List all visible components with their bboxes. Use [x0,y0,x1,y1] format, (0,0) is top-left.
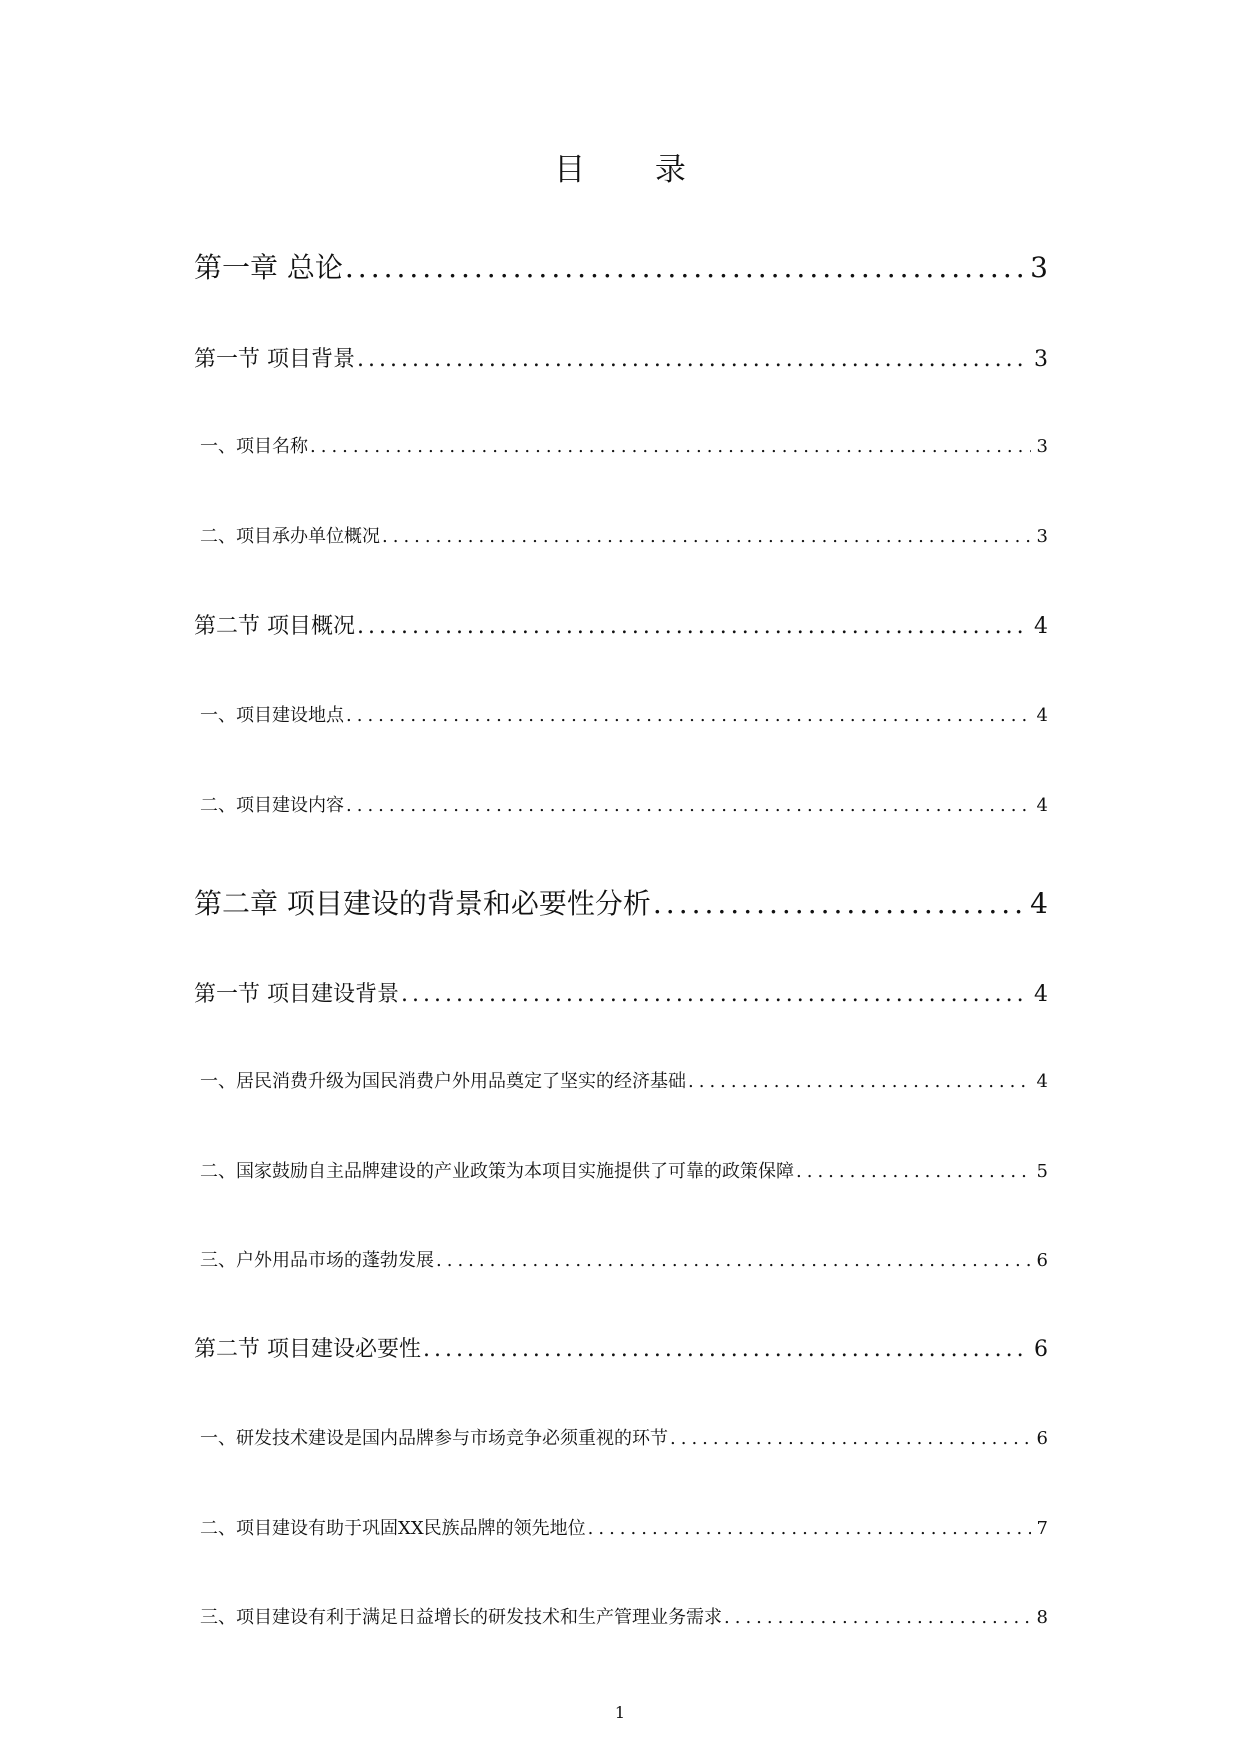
toc-entry-chapter-1[interactable] [194,250,1048,286]
toc-entry-page: 7 [1036,1518,1048,1539]
toc-entry-text: 二、项目建设有助于巩固XX民族品牌的领先地位 [200,1518,586,1539]
toc-leader-dots [346,703,1031,729]
toc-entry-item-1-1-2[interactable] [200,524,1048,550]
toc-entry-section-2-1[interactable] [194,980,1048,1010]
toc-entry-item-2-2-2[interactable] [200,1516,1048,1542]
toc-leader-dots [401,980,1028,1010]
toc-entry-text: 一、项目名称 [200,436,308,457]
toc-entry-page: 5 [1036,1161,1048,1182]
toc-entry-text: 二、国家鼓励自主品牌建设的产业政策为本项目实施提供了可靠的政策保障 [200,1161,794,1182]
toc-leader-dots [346,793,1031,819]
toc-entry-chapter-2[interactable] [194,886,1048,922]
toc-entry-text: 第二节 项目建设必要性 [194,1337,421,1362]
toc-entry-page: 3 [1036,436,1048,457]
toc-entry-item-2-1-2[interactable] [200,1159,1048,1185]
toc-entry-page: 6 [1036,1428,1048,1449]
toc-entry-text: 第一节 项目背景 [194,347,355,372]
toc-leader-dots [588,1516,1031,1542]
toc-entry-item-2-1-1[interactable] [200,1069,1048,1095]
toc-entry-item-2-2-3[interactable] [200,1605,1048,1631]
toc-entry-text: 二、项目承办单位概况 [200,526,380,547]
toc-leader-dots [724,1605,1031,1631]
toc-leader-dots [423,1335,1028,1365]
toc-entry-page: 4 [1030,887,1048,920]
toc-leader-dots [345,250,1024,286]
toc-leader-dots [670,1426,1031,1452]
toc-entry-page: 4 [1036,1071,1048,1092]
toc-entry-item-1-1-1[interactable] [200,434,1048,460]
toc-entry-text: 一、居民消费升级为国民消费户外用品奠定了坚实的经济基础 [200,1071,686,1092]
toc-entry-text: 二、项目建设内容 [200,795,344,816]
toc-entry-page: 4 [1034,614,1048,639]
toc-entry-text: 第一节 项目建设背景 [194,982,399,1007]
toc-entry-section-1-2[interactable] [194,612,1048,642]
toc-entry-text: 三、项目建设有利于满足日益增长的研发技术和生产管理业务需求 [200,1607,722,1628]
toc-entry-text: 三、户外用品市场的蓬勃发展 [200,1250,434,1271]
toc-entry-text: 第一章 总论 [194,251,343,284]
toc-entry-section-2-2[interactable] [194,1335,1048,1365]
toc-entry-text: 一、项目建设地点 [200,705,344,726]
page-number: 1 [614,1703,626,1722]
toc-entry-page: 3 [1034,347,1048,372]
toc-entry-item-1-2-1[interactable] [200,703,1048,729]
toc-entry-page: 4 [1036,795,1048,816]
toc-title: 目 录 [554,152,716,188]
toc-entry-page: 6 [1036,1250,1048,1271]
toc-leader-dots [653,886,1024,922]
toc-entry-item-2-1-3[interactable] [200,1248,1048,1274]
toc-leader-dots [796,1159,1031,1185]
toc-entry-text: 第二章 项目建设的背景和必要性分析 [194,887,651,920]
toc-entry-text: 一、研发技术建设是国内品牌参与市场竞争必须重视的环节 [200,1428,668,1449]
toc-entry-page: 4 [1034,982,1048,1007]
toc-leader-dots [357,345,1028,375]
toc-leader-dots [382,524,1031,550]
toc-entry-item-2-2-1[interactable] [200,1426,1048,1452]
toc-entry-page: 3 [1036,526,1048,547]
toc-entry-section-1-1[interactable] [194,345,1048,375]
toc-entry-page: 6 [1034,1337,1048,1362]
toc-leader-dots [310,434,1031,460]
toc-entry-page: 3 [1030,251,1048,284]
toc-entry-item-1-2-2[interactable] [200,793,1048,819]
toc-leader-dots [436,1248,1031,1274]
toc-leader-dots [357,612,1028,642]
toc-entry-text: 第二节 项目概况 [194,614,355,639]
toc-entry-page: 8 [1036,1607,1048,1628]
toc-entry-page: 4 [1036,705,1048,726]
toc-leader-dots [688,1069,1031,1095]
